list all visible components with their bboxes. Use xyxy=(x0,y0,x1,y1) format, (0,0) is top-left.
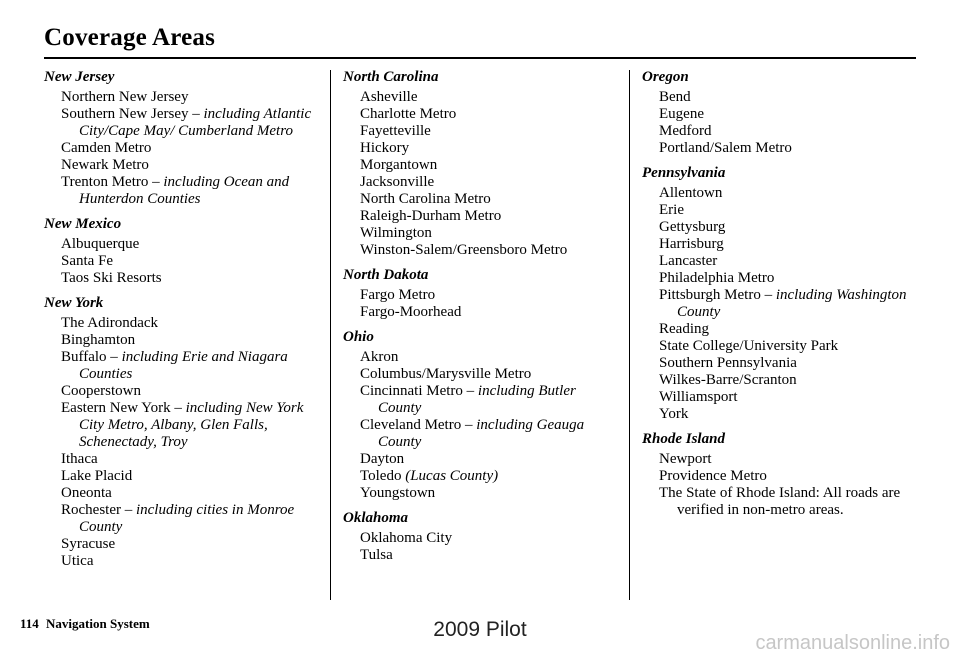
city-name: Philadelphia Metro xyxy=(659,270,775,286)
city-note: including Butler County xyxy=(378,383,576,416)
city-name: The Adirondack xyxy=(61,315,159,331)
city-name: Reading xyxy=(659,321,709,337)
city-name: Fayetteville xyxy=(360,123,431,139)
city-item xyxy=(360,349,621,366)
city-name: Akron xyxy=(360,349,399,365)
city-name: Cincinnati Metro – xyxy=(360,383,478,399)
city-item xyxy=(61,253,324,270)
city-name: Newark Metro xyxy=(61,157,149,173)
city-name: Allentown xyxy=(659,185,723,201)
city-name: Lake Placid xyxy=(61,468,133,484)
city-note: (Lucas County) xyxy=(405,468,499,484)
city-item xyxy=(61,332,324,349)
city-name: Raleigh-Durham Metro xyxy=(360,208,502,224)
city-name: Syracuse xyxy=(61,536,116,552)
city-name: Fargo Metro xyxy=(360,287,436,303)
state-heading: Oklahoma xyxy=(343,510,409,526)
city-item xyxy=(360,208,621,225)
city-item xyxy=(360,451,621,468)
city-name: Pittsburgh Metro – xyxy=(659,287,776,303)
city-item xyxy=(360,485,621,502)
city-name: Bend xyxy=(659,89,691,105)
state-heading: North Dakota xyxy=(343,267,429,283)
city-name: Erie xyxy=(659,202,684,218)
city-item xyxy=(360,468,621,485)
city-name: Wilmington xyxy=(360,225,432,241)
city-item xyxy=(61,315,324,332)
city-name: Tulsa xyxy=(360,547,393,563)
city-item xyxy=(61,383,324,400)
city-list xyxy=(659,185,920,423)
city-item xyxy=(659,389,920,406)
city-item xyxy=(61,485,324,502)
city-name: Binghamton xyxy=(61,332,136,348)
city-item xyxy=(659,451,920,468)
city-list xyxy=(61,89,324,208)
city-item xyxy=(659,185,920,202)
state-heading: North Carolina xyxy=(343,69,439,85)
city-note: including Atlantic City/Cape May/ Cumberland Metro xyxy=(79,106,312,139)
city-name: Camden Metro xyxy=(61,140,152,156)
city-item xyxy=(659,485,920,519)
section-name: Navigation System xyxy=(46,616,150,631)
city-item xyxy=(360,530,621,547)
city-item xyxy=(659,372,920,389)
city-item xyxy=(61,174,324,208)
coverage-column-1 xyxy=(44,69,324,578)
city-item xyxy=(360,383,621,417)
city-name: Southern New Jersey – xyxy=(61,106,204,122)
city-item xyxy=(360,123,621,140)
city-name: State College/University Park xyxy=(659,338,839,354)
city-item xyxy=(360,225,621,242)
city-item xyxy=(659,140,920,157)
city-item xyxy=(61,157,324,174)
city-item xyxy=(61,140,324,157)
city-name: Eastern New York – xyxy=(61,400,186,416)
city-name: Eugene xyxy=(659,106,704,122)
city-name: Youngstown xyxy=(360,485,436,501)
city-item xyxy=(659,236,920,253)
city-item xyxy=(659,355,920,372)
city-note: including Geauga County xyxy=(378,417,585,450)
city-list xyxy=(659,451,920,519)
city-item xyxy=(61,400,324,451)
city-name: Dayton xyxy=(360,451,405,467)
city-name: Trenton Metro – xyxy=(61,174,164,190)
site-watermark: carmanualsonline.info xyxy=(755,632,950,654)
coverage-column-2 xyxy=(343,69,621,572)
city-item xyxy=(659,406,920,423)
page-title: Coverage Areas xyxy=(44,24,216,51)
city-item xyxy=(659,287,920,321)
model-watermark: 2009 Pilot xyxy=(433,618,527,641)
city-name: Santa Fe xyxy=(61,253,114,269)
city-name: Williamsport xyxy=(659,389,738,405)
city-note: including Washington County xyxy=(677,287,907,320)
city-item xyxy=(360,287,621,304)
city-name: Wilkes-Barre/Scranton xyxy=(659,372,797,388)
city-item xyxy=(61,270,324,287)
city-name: Cleveland Metro – xyxy=(360,417,477,433)
city-name: Toledo xyxy=(360,468,406,484)
city-name: Medford xyxy=(659,123,712,139)
city-name: The State of Rhode Island: All roads are verified in non-metro areas. xyxy=(659,485,901,518)
city-name: Providence Metro xyxy=(659,468,767,484)
city-name: Ithaca xyxy=(61,451,98,467)
city-name: Buffalo – xyxy=(61,349,122,365)
city-item xyxy=(659,321,920,338)
city-item xyxy=(61,536,324,553)
city-item xyxy=(659,89,920,106)
city-list xyxy=(360,89,621,259)
city-item xyxy=(659,468,920,485)
state-heading: New Jersey xyxy=(44,69,115,85)
city-item xyxy=(360,417,621,451)
city-item xyxy=(360,304,621,321)
city-item xyxy=(61,89,324,106)
city-name: Winston-Salem/Greensboro Metro xyxy=(360,242,568,258)
city-item xyxy=(659,106,920,123)
column-divider xyxy=(330,70,331,600)
state-heading: New Mexico xyxy=(44,216,122,232)
city-item xyxy=(360,106,621,123)
city-name: Gettysburg xyxy=(659,219,726,235)
city-name: Oklahoma City xyxy=(360,530,453,546)
city-name: Newport xyxy=(659,451,712,467)
city-item xyxy=(659,270,920,287)
state-heading: New York xyxy=(44,295,104,311)
state-heading: Pennsylvania xyxy=(642,165,726,181)
city-name: Portland/Salem Metro xyxy=(659,140,792,156)
city-name: North Carolina Metro xyxy=(360,191,491,207)
city-item xyxy=(61,553,324,570)
city-item xyxy=(360,242,621,259)
city-name: Fargo-Moorhead xyxy=(360,304,462,320)
state-heading: Ohio xyxy=(343,329,374,345)
city-note: including New York City Metro, Albany, Glen Falls, Schenectady, Troy xyxy=(79,400,304,450)
city-item xyxy=(659,338,920,355)
city-name: Columbus/Marysville Metro xyxy=(360,366,532,382)
column-divider xyxy=(629,70,630,600)
city-item xyxy=(61,468,324,485)
city-item xyxy=(360,157,621,174)
state-heading: Oregon xyxy=(642,69,689,85)
city-item xyxy=(61,502,324,536)
state-heading: Rhode Island xyxy=(642,431,725,447)
city-name: Harrisburg xyxy=(659,236,724,252)
city-item xyxy=(61,236,324,253)
city-name: Oneonta xyxy=(61,485,112,501)
city-item xyxy=(360,366,621,383)
city-list xyxy=(61,236,324,287)
city-name: Hickory xyxy=(360,140,410,156)
city-name: Asheville xyxy=(360,89,418,105)
city-name: Utica xyxy=(61,553,94,569)
city-item xyxy=(360,174,621,191)
city-list xyxy=(61,315,324,570)
city-name: Charlotte Metro xyxy=(360,106,457,122)
city-list xyxy=(659,89,920,157)
city-name: Southern Pennsylvania xyxy=(659,355,797,371)
city-item xyxy=(360,191,621,208)
city-item xyxy=(659,202,920,219)
city-name: Lancaster xyxy=(659,253,718,269)
city-item xyxy=(61,451,324,468)
city-list xyxy=(360,530,621,564)
city-item xyxy=(659,253,920,270)
title-rule xyxy=(44,57,916,59)
city-note: including cities in Monroe County xyxy=(79,502,295,535)
city-item xyxy=(659,123,920,140)
city-item xyxy=(61,349,324,383)
city-note: including Erie and Niagara Counties xyxy=(79,349,288,382)
city-item xyxy=(360,547,621,564)
city-note: including Ocean and Hunterdon Counties xyxy=(79,174,290,207)
coverage-column-3 xyxy=(642,69,920,527)
city-list xyxy=(360,349,621,502)
city-name: Cooperstown xyxy=(61,383,141,399)
city-name: Taos Ski Resorts xyxy=(61,270,162,286)
city-name: Rochester – xyxy=(61,502,136,518)
city-name: York xyxy=(659,406,689,422)
city-name: Albuquerque xyxy=(61,236,140,252)
city-list xyxy=(360,287,621,321)
city-item xyxy=(61,106,324,140)
city-name: Northern New Jersey xyxy=(61,89,189,105)
city-name: Morgantown xyxy=(360,157,438,173)
city-name: Jacksonville xyxy=(360,174,435,190)
city-item xyxy=(659,219,920,236)
city-item xyxy=(360,140,621,157)
city-item xyxy=(360,89,621,106)
page-number: 114 xyxy=(20,616,39,631)
